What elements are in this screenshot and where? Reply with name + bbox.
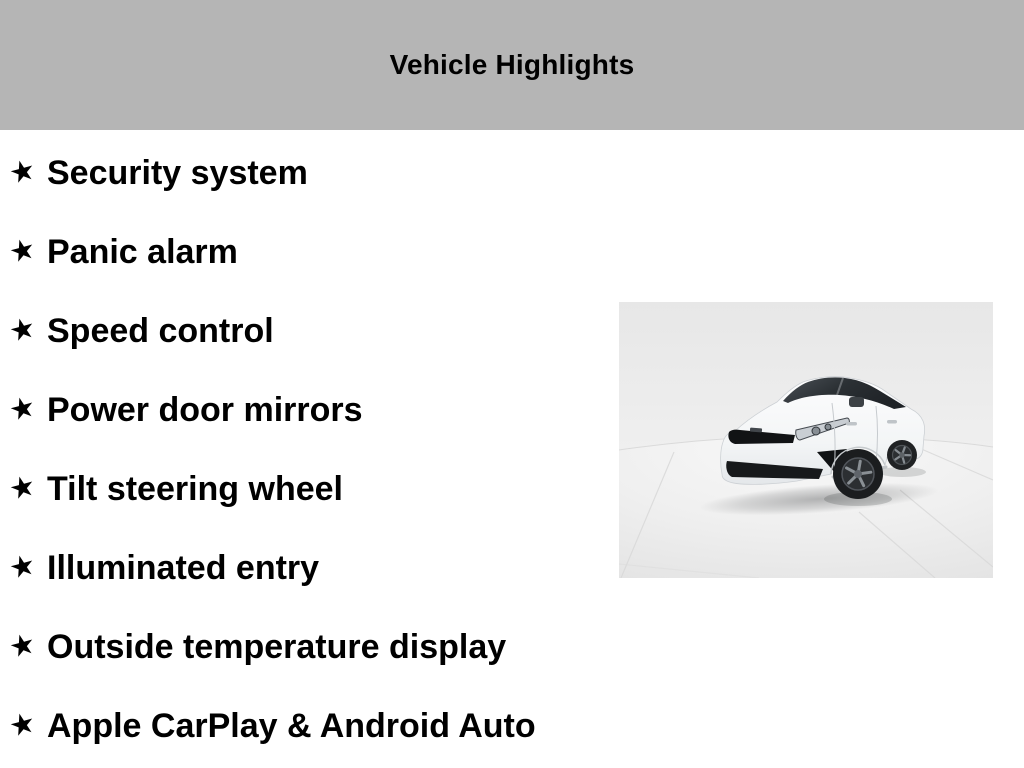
feature-item [5,529,536,608]
front-wheel [833,449,883,499]
feature-label: Power door mirrors [47,391,363,429]
star-icon: ★ [5,311,40,350]
car-mirror [849,397,864,407]
door-handle [887,420,897,424]
feature-item [5,608,536,687]
feature-item [5,292,536,371]
car-badge [750,428,762,433]
rear-wheel [887,440,917,470]
feature-item [5,213,536,292]
feature-label: Apple CarPlay & Android Auto [47,707,536,745]
white-sedan-illustration [619,302,993,578]
star-icon: ★ [5,153,40,192]
page-title: Vehicle Highlights [389,49,635,80]
door-handle [846,422,857,426]
feature-list [5,134,536,766]
feature-label: Speed control [47,312,274,350]
star-icon: ★ [5,706,40,745]
star-icon: ★ [5,390,40,429]
feature-label: Security system [47,154,308,192]
feature-item [5,687,536,766]
star-icon: ★ [5,232,40,271]
vehicle-photo [619,302,993,578]
feature-item [5,450,536,529]
star-icon: ★ [5,469,40,508]
feature-label: Panic alarm [47,233,238,271]
header [0,0,1024,130]
feature-label: Tilt steering wheel [47,470,344,508]
star-icon: ★ [5,548,40,587]
star-icon: ★ [5,627,40,666]
feature-label: Illuminated entry [47,549,320,587]
feature-item [5,371,536,450]
feature-item [5,134,536,213]
feature-label: Outside temperature display [47,628,507,666]
